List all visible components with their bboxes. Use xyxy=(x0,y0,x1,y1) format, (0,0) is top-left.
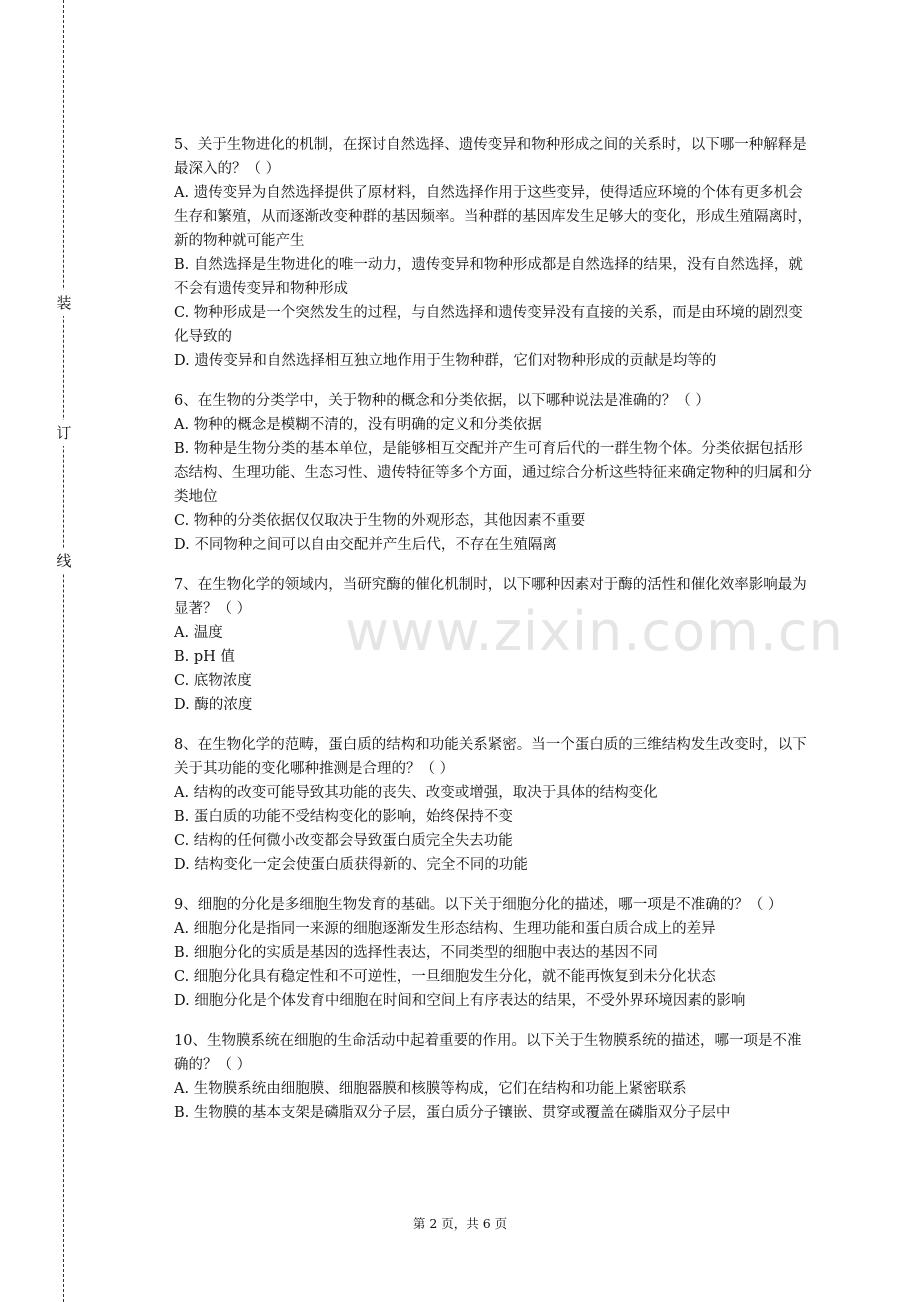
option-b: B. pH 值 xyxy=(174,649,235,665)
binding-dashed-line xyxy=(63,0,64,1302)
option-b: B. 生物膜的基本支架是磷脂双分子层，蛋白质分子镶嵌、贯穿或覆盖在磷脂双分子层中 xyxy=(174,1105,731,1121)
binding-char-zhuang: 装 xyxy=(56,290,72,316)
option-c: C. 底物浓度 xyxy=(174,673,252,689)
option-b: B. 自然选择是生物进化的唯一动力，遗传变异和物种形成都是自然选择的结果，没有自然选择，就不会有遗传变异和物种形成 xyxy=(174,257,803,297)
page-footer: 第 2 页，共 6 页 xyxy=(412,1216,508,1231)
option-c: C. 细胞分化具有稳定性和不可逆性，一旦细胞发生分化，就不能再恢复到未分化状态 xyxy=(174,969,716,985)
binding-char-xian: 线 xyxy=(56,548,72,574)
question-6 xyxy=(174,389,814,557)
option-a: A. 遗传变异为自然选择提供了原材料，自然选择作用于这些变异，使得适应环境的个体有更多机会生存和繁殖，从而逐渐改变种群的基因频率。当种群的基因库发生足够大的变化，形成生殖隔离时，新的物种就可能产生 xyxy=(174,185,812,249)
option-d: D. 酶的浓度 xyxy=(174,697,253,713)
question-7 xyxy=(174,573,814,717)
option-c: C. 物种形成是一个突然发生的过程，与自然选择和遗传变异没有直接的关系，而是由环境的剧烈变化导致的 xyxy=(174,305,803,345)
question-stem: 6、在生物的分类学中，关于物种的概念和分类依据，以下哪种说法是准确的？（ ） xyxy=(174,393,710,409)
question-stem: 5、关于生物进化的机制，在探讨自然选择、遗传变异和物种形成之间的关系时，以下哪一种解释是最深入的？（ ） xyxy=(174,137,807,177)
question-stem: 8、在生物化学的范畴，蛋白质的结构和功能关系紧密。当一个蛋白质的三维结构发生改变时，以下关于其功能的变化哪种推测是合理的？（ ） xyxy=(174,737,807,777)
option-c: C. 结构的任何微小改变都会导致蛋白质完全失去功能 xyxy=(174,833,513,849)
question-stem: 9、细胞的分化是多细胞生物发育的基础。以下关于细胞分化的描述，哪一项是不准确的？（ ） xyxy=(174,897,783,913)
question-9 xyxy=(174,893,814,1013)
option-d: D. 不同物种之间可以自由交配并产生后代，不存在生殖隔离 xyxy=(174,537,557,553)
option-d: D. 遗传变异和自然选择相互独立地作用于生物种群，它们对物种形成的贡献是均等的 xyxy=(174,353,717,369)
question-10 xyxy=(174,1029,814,1125)
option-a: A. 生物膜系统由细胞膜、细胞器膜和核膜等构成，它们在结构和功能上紧密联系 xyxy=(174,1081,687,1097)
question-5 xyxy=(174,133,814,373)
option-a: A. 结构的改变可能导致其功能的丧失、改变或增强，取决于具体的结构变化 xyxy=(174,785,658,801)
watermark: www.zixin.com.cn xyxy=(345,600,844,663)
option-a: A. 温度 xyxy=(174,625,223,641)
question-list xyxy=(174,133,814,1141)
option-d: D. 结构变化一定会使蛋白质获得新的、完全不同的功能 xyxy=(174,857,528,873)
question-stem: 10、生物膜系统在细胞的生命活动中起着重要的作用。以下关于生物膜系统的描述，哪一项是不准确的？（ ） xyxy=(174,1033,802,1073)
question-stem: 7、在生物化学的领域内，当研究酶的催化机制时，以下哪种因素对于酶的活性和催化效率影响最为显著？（ ） xyxy=(174,577,807,617)
binding-char-ding: 订 xyxy=(56,420,72,446)
question-8 xyxy=(174,733,814,877)
option-d: D. 细胞分化是个体发育中细胞在时间和空间上有序表达的结果，不受外界环境因素的影响 xyxy=(174,993,746,1009)
option-a: A. 细胞分化是指同一来源的细胞逐渐发生形态结构、生理功能和蛋白质合成上的差异 xyxy=(174,921,716,937)
option-c: C. 物种的分类依据仅仅取决于生物的外观形态，其他因素不重要 xyxy=(174,513,586,529)
option-b: B. 蛋白质的功能不受结构变化的影响，始终保持不变 xyxy=(174,809,513,825)
option-b: B. 细胞分化的实质是基因的选择性表达，不同类型的细胞中表达的基因不同 xyxy=(174,945,658,961)
option-a: A. 物种的概念是模糊不清的，没有明确的定义和分类依据 xyxy=(174,417,542,433)
option-b: B. 物种是生物分类的基本单位，是能够相互交配并产生可育后代的一群生物个体。分类依据包括形态结构、生理功能、生态习性、遗传特征等多个方面，通过综合分析这些特征来确定物种的归属和分类地位 xyxy=(174,441,812,505)
